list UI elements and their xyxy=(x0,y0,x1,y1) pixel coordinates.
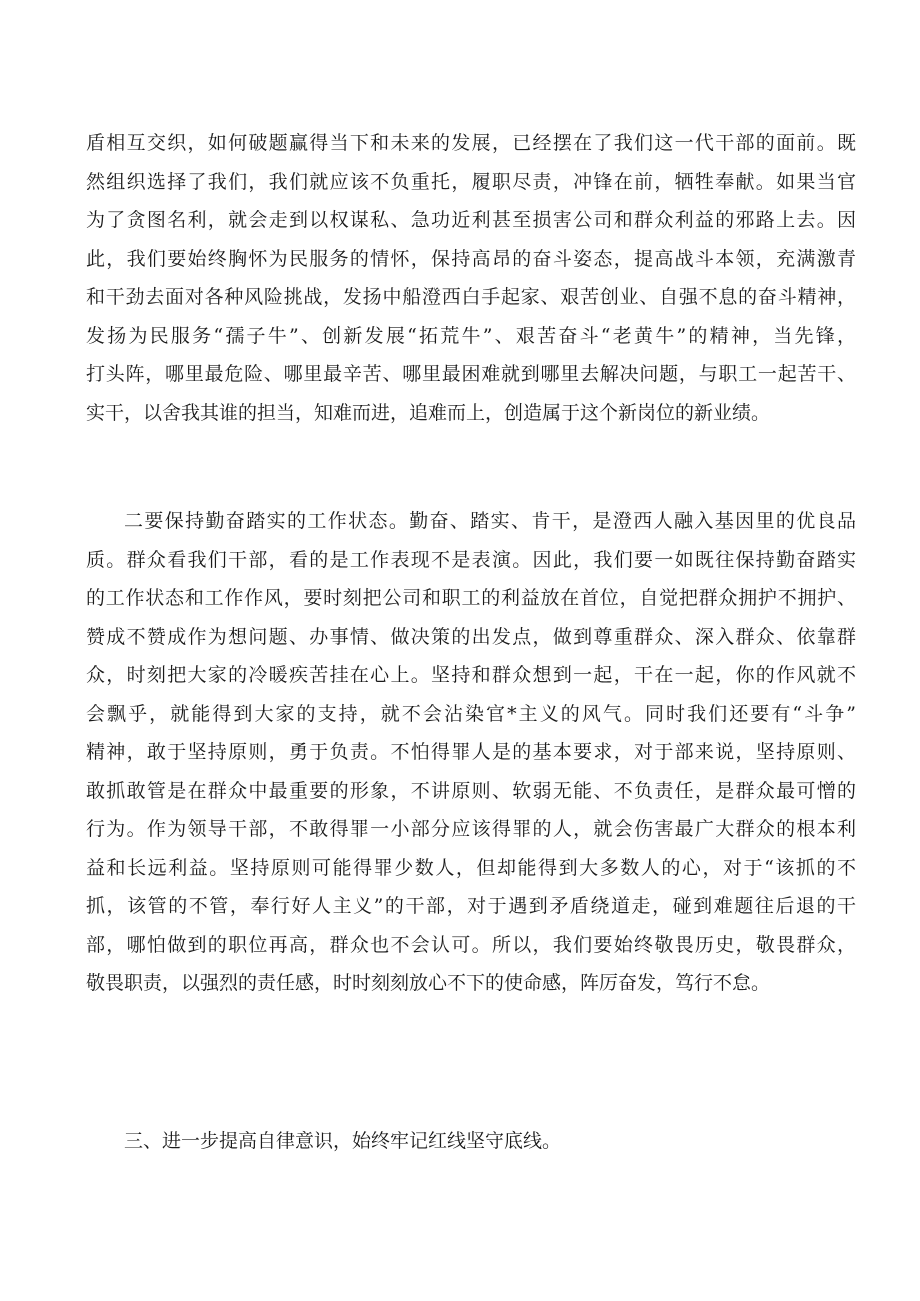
paragraph-line: 为了贪图名利，就会走到以权谋私、急功近利甚至损害公司和群众利益的邪路上去。因 xyxy=(86,209,856,231)
paragraph-line: 发扬为民服务“孺子牛”、创新发展“拓荒牛”、艰苦奋斗“老黄牛”的精神，当先锋， xyxy=(86,324,856,347)
paragraph-line: 打头阵，哪里最危险、哪里最辛苦、哪里最困难就到哪里去解决问题，与职工一起苦干、 xyxy=(86,363,856,385)
paragraph-1 xyxy=(86,124,856,432)
paragraph-line: 众，时刻把大家的冷暖疾苦挂在心上。坚持和群众想到一起，干在一起，你的作风就不 xyxy=(86,664,856,686)
paragraph-line: 实干，以舍我其谁的担当，知难而进，追难而上，创造属于这个新岗位的新业绩。 xyxy=(86,401,771,424)
paragraph-line: 会飘乎，就能得到大家的支持，就不会沾染官*主义的风气。同时我们还要有“斗争” xyxy=(86,702,856,725)
section-heading-3 xyxy=(86,1122,856,1161)
paragraph-line: 质。群众看我们干部，看的是工作表现不是表演。因此，我们要一如既往保持勤奋踏实 xyxy=(86,548,856,571)
paragraph-line: 抓，该管的不管，奉行好人主义”的干部，对于遇到矛盾绕道走，碰到难题往后退的干 xyxy=(86,895,856,917)
paragraph-line: 精神，敢于坚持原则，勇于负责。不怕得罪人是的基本要求，对于部来说，坚持原则、 xyxy=(86,741,856,763)
paragraph-line: 此，我们要始终胸怀为民服务的情怀，保持高昂的奋斗姿态，提高战斗本领，充满激青 xyxy=(86,247,856,270)
paragraph-line: 赞成不赞成作为想问题、办事情、做决策的出发点，做到尊重群众、深入群众、依靠群 xyxy=(86,625,856,648)
paragraph-line: 二要保持勤奋踏实的工作状态。勤奋、踏实、肯干，是澄西人融入基因里的优良品 xyxy=(124,510,856,532)
paragraph-line: 然组织选择了我们，我们就应该不负重托，履职尽责，冲锋在前，牺牲奉献。如果当官 xyxy=(86,170,856,193)
paragraph-line: 部，哪怕做到的职位再高，群众也不会认可。所以，我们要始终敬畏历史，敬畏群众， xyxy=(86,933,856,956)
paragraph-line: 和干劲去面对各种风险挑战，发扬中船澄西白手起家、艰苦创业、自强不息的奋斗精神， xyxy=(86,286,856,308)
paragraph-line: 的工作状态和工作作风，要时刻把公司和职工的利益放在首位，自觉把群众拥护不拥护、 xyxy=(86,587,856,609)
paragraph-line: 益和长远利益。坚持原则可能得罪少数人，但却能得到大多数人的心，对于“该抓的不 xyxy=(86,856,856,879)
paragraph-line: 盾相互交织，如何破题赢得当下和未来的发展，已经摆在了我们这一代干部的面前。既 xyxy=(86,132,856,154)
paragraph-line: 敬畏职责，以强烈的责任感，时时刻刻放心不下的使命感，阵厉奋发，笃行不怠。 xyxy=(86,972,771,994)
paragraph-line: 敢抓敢管是在群众中最重要的形象，不讲原则、软弱无能、不负责任，是群众最可憎的 xyxy=(86,779,856,802)
paragraph-2 xyxy=(86,502,856,1003)
paragraph-line: 行为。作为领导干部，不敢得罪一小部分应该得罪的人，就会伤害最广大群众的根本利 xyxy=(86,818,856,840)
heading-line: 三、进一步提高自律意识，始终牢记红线坚守底线。 xyxy=(124,1130,562,1152)
